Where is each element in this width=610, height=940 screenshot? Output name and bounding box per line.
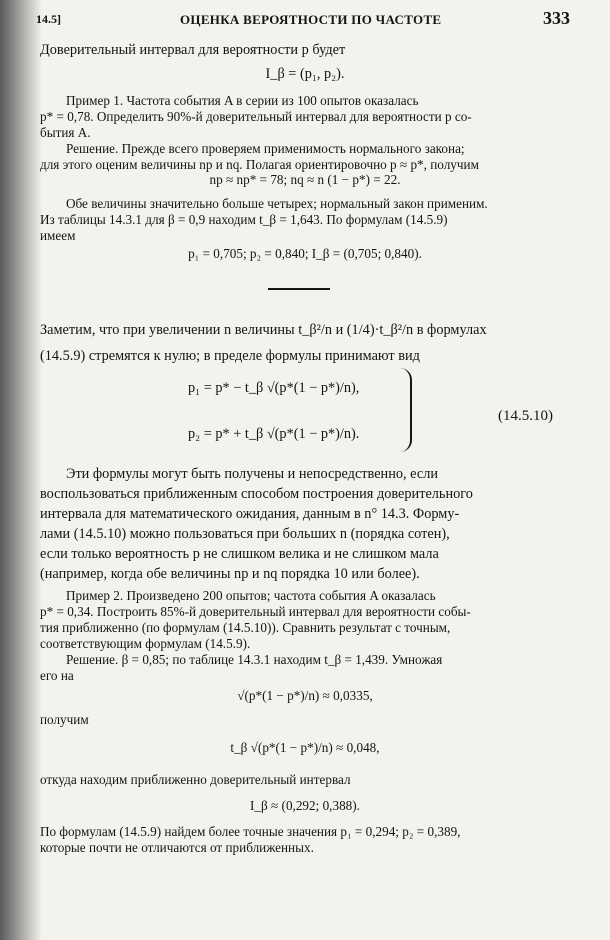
formula-p1: p₁ = p* − t_β √(p*(1 − p*)/n), bbox=[188, 380, 360, 396]
text-line: Доверительный интервал для вероятности p будет bbox=[40, 42, 346, 58]
text-line: получим bbox=[40, 712, 89, 727]
text-line: интервала для математического ожидания, данным в n° 14.3. Форму- bbox=[40, 506, 460, 522]
text-line: если только вероятность p не слишком велика и не слишком мала bbox=[40, 546, 439, 562]
text-line: (14.5.9) стремятся к нулю; в пределе формулы принимают вид bbox=[40, 348, 420, 364]
solution-heading: Решение. β = 0,85; по таблице 14.3.1 находим t_β = 1,439. Умножая bbox=[66, 652, 443, 667]
formula-interval: I_β = (p₁, p₂). bbox=[265, 66, 345, 82]
text-line: его на bbox=[40, 668, 74, 683]
text-line: соответствующим формулам (14.5.9). bbox=[40, 636, 251, 651]
section-separator bbox=[268, 288, 330, 290]
formula-p2: p₂ = p* + t_β √(p*(1 − p*)/n). bbox=[188, 426, 360, 442]
text-line: p* = 0,34. Построить 85%-й доверительный интервал для вероятности собы- bbox=[40, 604, 471, 619]
text-line: p* = 0,78. Определить 90%-й доверительный интервал для вероятности p со- bbox=[40, 109, 472, 124]
text-line: имеем bbox=[40, 228, 76, 243]
text-line: бытия A. bbox=[40, 125, 91, 140]
text-line: которые почти не отличаются от приближенных. bbox=[40, 840, 314, 855]
text-line: откуда находим приближенно доверительный интервал bbox=[40, 772, 351, 787]
text-line: Обе величины значительно больше четырех; нормальный закон применим. bbox=[66, 196, 488, 211]
example-1-heading: Пример 1. Частота события A в серии из 100 опытов оказалась bbox=[66, 93, 419, 108]
text-line: тия приближенно (по формулам (14.5.10)). Сравнить результат с точным, bbox=[40, 620, 451, 635]
example-2-heading: Пример 2. Произведено 200 опытов; частота события A оказалась bbox=[66, 588, 436, 603]
text-line: Из таблицы 14.3.1 для β = 0,9 находим t_β = 1,643. По формулам (14.5.9) bbox=[40, 212, 448, 227]
formula-interval-approx: I_β ≈ (0,292; 0,388). bbox=[250, 798, 360, 813]
formula-t-sqrt: t_β √(p*(1 − p*)/n) ≈ 0,048, bbox=[230, 740, 380, 755]
running-title: ОЦЕНКА ВЕРОЯТНОСТИ ПО ЧАСТОТЕ bbox=[180, 12, 442, 27]
text-line: (например, когда обе величины np и nq порядка 10 или более). bbox=[40, 566, 420, 582]
section-number: 14.5] bbox=[36, 12, 61, 26]
formula-result-1: p₁ = 0,705; p₂ = 0,840; I_β = (0,705; 0,840). bbox=[188, 246, 422, 261]
right-brace bbox=[400, 368, 412, 452]
formula-np-nq: np ≈ np* = 78; nq ≈ n (1 − p*) = 22. bbox=[209, 172, 401, 187]
equation-number: (14.5.10) bbox=[498, 408, 553, 424]
page-number: 333 bbox=[543, 8, 570, 28]
text-line: Эти формулы могут быть получены и непосредственно, если bbox=[66, 466, 438, 482]
text-line: По формулам (14.5.9) найдем более точные значения p₁ = 0,294; p₂ = 0,389, bbox=[40, 824, 461, 839]
text-line: для этого оценим величины np и nq. Полагая ориентировочно p ≈ p*, получим bbox=[40, 157, 479, 172]
text-line: воспользоваться приближенным способом построения доверительного bbox=[40, 486, 473, 502]
formula-sqrt: √(p*(1 − p*)/n) ≈ 0,0335, bbox=[237, 688, 373, 703]
text-line: лами (14.5.10) можно пользоваться при больших n (порядка сотен), bbox=[40, 526, 450, 542]
solution-heading: Решение. Прежде всего проверяем применимость нормального закона; bbox=[66, 141, 465, 156]
text-line: Заметим, что при увеличении n величины t_β²/n и (1/4)·t_β²/n в формулах bbox=[40, 322, 487, 338]
